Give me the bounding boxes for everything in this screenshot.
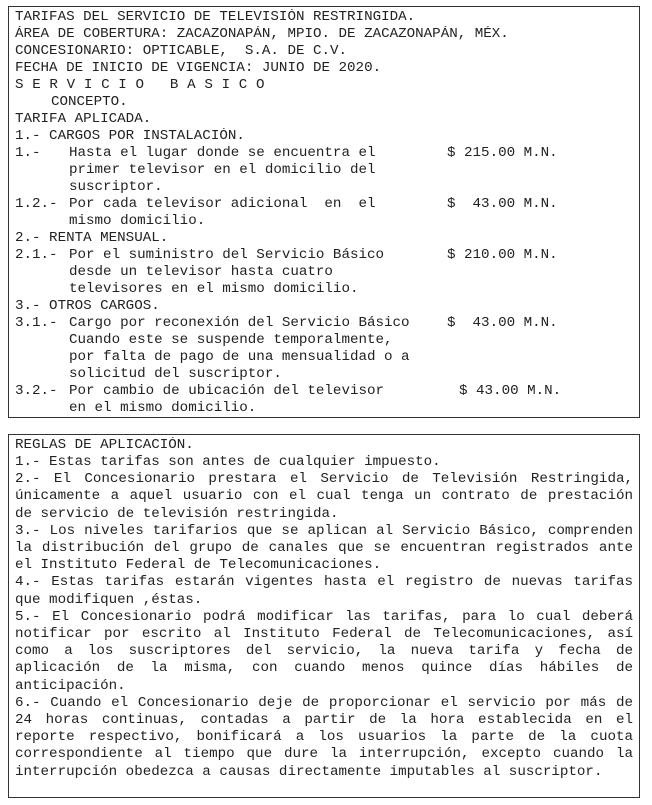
concessionaire: CONCESIONARIO: OPTICABLE, S.A. DE C.V. xyxy=(15,43,348,59)
item-text: Por el suministro del Servicio Básico xyxy=(69,247,385,263)
item-text: Hasta el lugar donde se encuentra el xyxy=(69,145,376,161)
tariff-box xyxy=(8,6,640,418)
rule-item: 6.- Cuando el Concesionario deje de proporcionar el servicio por más de 24 horas continuas, contadas a partir de la hora establecida en el reporte respectivo, bonificará a los usuarios la parte de la cuota correspondiente al tiempo que dure la interrupción, excepto cuando la interrupción obedezca a causas directamente imputables al suscriptor. xyxy=(15,694,633,780)
rule-item: 4.- Estas tarifas estarán vigentes hasta el registro de nuevas tarifas que modifiquen ,éstas. xyxy=(15,574,633,608)
item-text: por falta de pago de una mensualidad o a xyxy=(69,349,410,365)
item-text: televisores en el mismo domicilio. xyxy=(69,281,359,297)
item-text: Por cambio de ubicación del televisor xyxy=(69,383,385,399)
item-text: Cuando este se suspende temporalmente, xyxy=(69,332,393,348)
rule-item: 5.- El Concesionario podrá modificar las tarifas, para lo cual deberá notificar por escrito al Instituto Federal de Telecomunicaciones, así como a los suscriptores del servicio, la nueva tarifa y fecha de aplicación de la misma, con cuando menos quince días hábiles de anticipación. xyxy=(15,608,633,694)
rules-box xyxy=(8,434,640,798)
concept-label: CONCEPTO. xyxy=(51,94,128,110)
rule-item: 3.- Los niveles tarifarios que se aplican al Servicio Básico, comprenden la distribución del grupo de canales que se encuentran registrados ante el Instituto Federal de Telecomunicaciones. xyxy=(15,522,633,574)
tariff-item xyxy=(15,196,633,213)
item-price: $ 210.00 M.N. xyxy=(447,247,558,263)
tariff-label: TARIFA APLICADA. xyxy=(15,111,152,127)
item-price: $ 43.00 M.N. xyxy=(447,315,558,331)
item-number: 1.2.- xyxy=(15,196,58,212)
monthly-heading: 2.- RENTA MENSUAL. xyxy=(15,230,169,246)
item-text: suscriptor. xyxy=(69,179,163,195)
service-name: SERVICIO BASICO xyxy=(15,77,274,93)
item-number: 2.1.- xyxy=(15,247,58,263)
item-number: 3.2.- xyxy=(15,383,58,399)
rule-item: 2.- El Concesionario prestara el Servicio de Televisión Restringida, únicamente a aquel usuario con el cual tenga un contrato de prestación de servicio de televisión restringida. xyxy=(15,471,633,522)
item-text: desde un televisor hasta cuatro xyxy=(69,264,333,280)
start-date: FECHA DE INICIO DE VIGENCIA: JUNIO DE 2020. xyxy=(15,60,382,76)
tariff-item xyxy=(15,145,633,162)
rules-heading: REGLAS DE APLICACIÓN. xyxy=(15,437,194,453)
coverage-area: ÁREA DE COBERTURA: ZACAZONAPÁN, MPIO. DE ZACAZONAPÁN, MÉX. xyxy=(15,26,509,42)
tariff-item xyxy=(15,247,633,264)
tariff-item xyxy=(15,383,633,400)
other-heading: 3.- OTROS CARGOS. xyxy=(15,298,160,314)
tariff-title: TARIFAS DEL SERVICIO DE TELEVISIÓN RESTRINGIDA. xyxy=(15,9,416,25)
item-text: primer televisor en el domicilio del xyxy=(69,162,376,178)
item-text: solicitud del suscriptor. xyxy=(69,366,282,382)
item-price: $ 215.00 M.N. xyxy=(447,145,558,161)
item-price: $ 43.00 M.N. xyxy=(447,196,558,212)
item-price: $ 43.00 M.N. xyxy=(459,383,562,399)
item-text: mismo domicilio. xyxy=(69,213,206,229)
item-text: en el mismo domicilio. xyxy=(69,400,257,416)
item-text: Por cada televisor adicional en el xyxy=(69,196,376,212)
installation-heading: 1.- CARGOS POR INSTALACIÓN. xyxy=(15,128,245,144)
item-text: Cargo por reconexión del Servicio Básico xyxy=(69,315,410,331)
item-number: 3.1.- xyxy=(15,315,58,331)
rule-item: 1.- Estas tarifas son antes de cualquier impuesto. xyxy=(15,454,441,470)
tariff-item xyxy=(15,315,633,332)
item-number: 1.- xyxy=(15,145,41,161)
